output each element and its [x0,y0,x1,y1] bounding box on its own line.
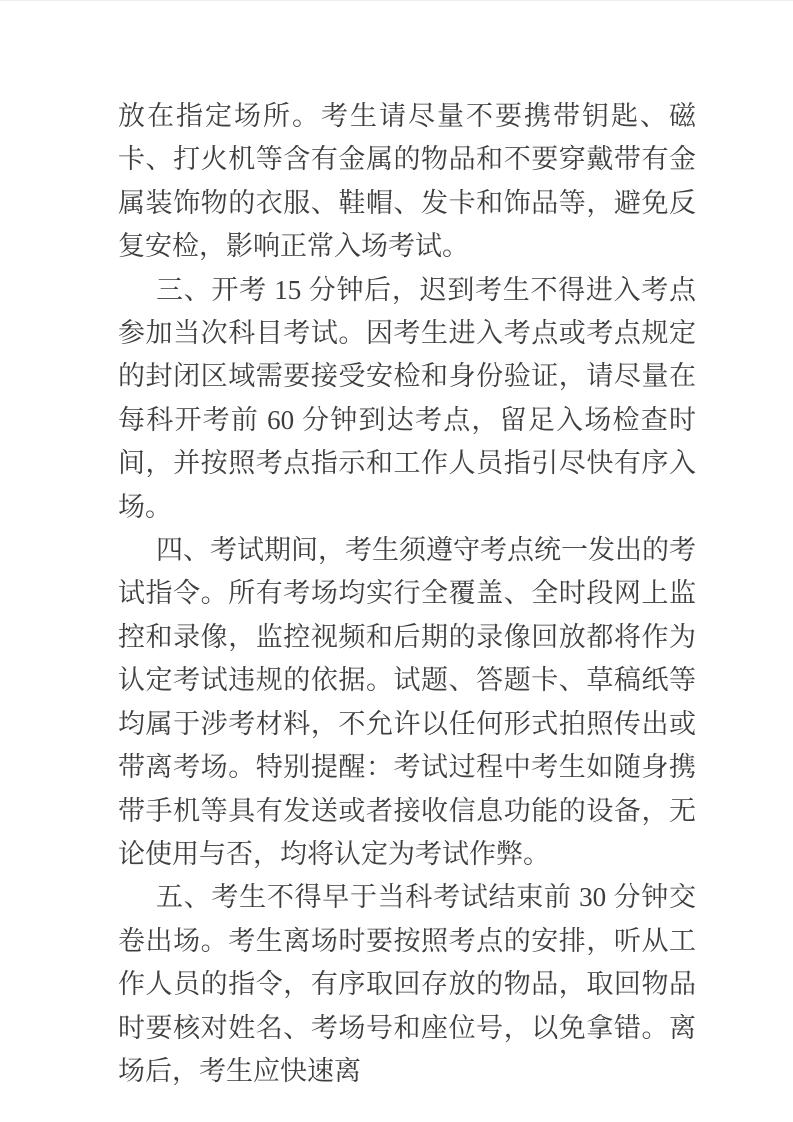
document-body [118,95,696,1093]
paragraph: 五、考生不得早于当科考试结束前 30 分钟交卷出场。考生离场时要按照考点的安排，听从工作人员的指令，有序取回存放的物品，取回物品时要核对姓名、考场号和座位号，以免拿错。离场后，考生应快速离 [118,882,696,1086]
paragraph: 四、考试期间，考生须遵守考点统一发出的考试指令。所有考场均实行全覆盖、全时段网上监控和录像，监控视频和后期的录像回放都将作为认定考试违规的依据。试题、答题卡、草稿纸等均属于涉考材料，不允许以任何形式拍照传出或带离考场。特别提醒：考试过程中考生如随身携带手机等具有发送或者接收信息功能的设备，无论使用与否，均将认定为考试作弊。 [118,535,696,869]
paragraph: 放在指定场所。考生请尽量不要携带钥匙、磁卡、打火机等含有金属的物品和不要穿戴带有金属装饰物的衣服、鞋帽、发卡和饰品等，避免反复安检，影响正常入场考试。 [118,101,696,262]
paragraph: 三、开考 15 分钟后，迟到考生不得进入考点参加当次科目考试。因考生进入考点或考点规定的封闭区域需要接受安检和身份验证，请尽量在每科开考前 60 分钟到达考点，留足入场检查时间，并按照考点指示和工作人员指引尽快有序入场。 [118,274,696,522]
